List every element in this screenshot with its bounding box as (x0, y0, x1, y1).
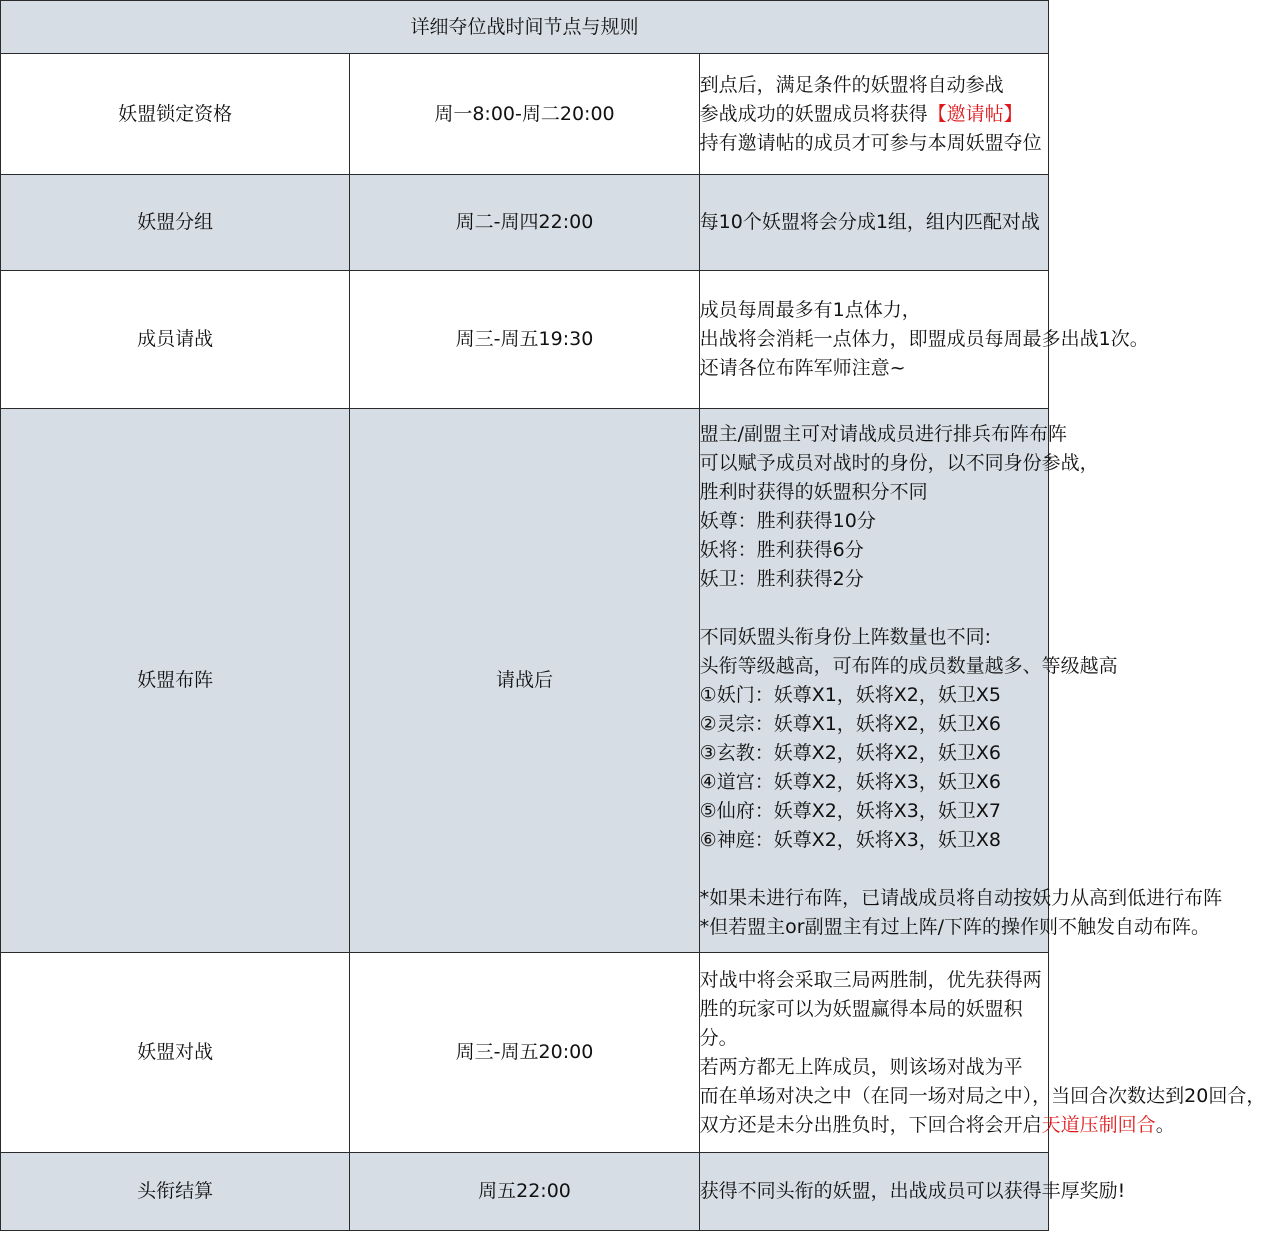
row-time: 周五22:00 (350, 1153, 699, 1231)
rule-line: 胜利时获得的妖盟积分不同 (699, 480, 928, 503)
table-row (1, 953, 1049, 1153)
rule-line: 若两方都无上阵成员，则该场对战为平 (699, 1055, 1023, 1078)
rule-line: 而在单场对决之中（在同一场对局之中），当回合次数达到20回合， (699, 1084, 1265, 1107)
rule-line: ①妖门：妖尊X1，妖将X2，妖卫X5 (699, 683, 1002, 706)
row-name: 妖盟锁定资格 (1, 54, 350, 175)
rule-line: 可以赋予成员对战时的身份，以不同身份参战， (699, 451, 1099, 474)
row-time: 周二-周四22:00 (350, 175, 699, 271)
row-name: 成员请战 (1, 271, 350, 409)
row-rules (699, 953, 1265, 1153)
rule-line: *如果未进行布阵，已请战成员将自动按妖力从高到低进行布阵 (699, 886, 1223, 909)
table-row (1, 1153, 1049, 1231)
suppression-round-highlight: 天道压制回合 (1041, 1113, 1156, 1136)
rule-line: 妖将：胜利获得6分 (699, 538, 864, 561)
rule-line: 成员每周最多有1点体力， (699, 299, 921, 321)
table-row (1, 271, 1049, 409)
row-time: 周三-周五19:30 (350, 271, 699, 409)
row-time: 周一8:00-周二20:00 (350, 54, 699, 175)
table-row (1, 175, 1049, 271)
rule-line: 还请各位布阵军师注意~ (699, 357, 906, 379)
rule-text: 。 (1155, 1113, 1175, 1136)
rule-line: 盟主/副盟主可对请战成员进行排兵布阵布阵 (699, 422, 1068, 445)
rule-line (700, 100, 1048, 129)
table-title: 详细夺位战时间节点与规则 (1, 1, 1049, 54)
rule-line: 头衔等级越高，可布阵的成员数量越多、等级越高 (699, 654, 1118, 677)
rule-text: 参战成功的妖盟成员将获得 (699, 102, 928, 125)
rule-line: ④道宫：妖尊X2，妖将X3，妖卫X6 (699, 770, 1002, 793)
rule-line: ③玄教：妖尊X2，妖将X2，妖卫X6 (699, 741, 1002, 764)
rule-line: ⑥神庭：妖尊X2，妖将X3，妖卫X8 (699, 828, 1002, 851)
row-rules (699, 409, 1223, 953)
rule-line: 每10个妖盟将会分成1组，组内匹配对战 (699, 211, 1040, 233)
rule-line: 出战将会消耗一点体力，即盟成员每周最多出战1次。 (699, 328, 1149, 350)
invitation-highlight: 【邀请帖】 (927, 102, 1023, 125)
row-time: 周三-周五20:00 (350, 953, 699, 1153)
row-name: 妖盟布阵 (1, 409, 350, 953)
rule-text: 双方还是未分出胜负时，下回合将会开启 (699, 1113, 1042, 1136)
row-rules (699, 54, 1048, 175)
rule-line: 妖尊：胜利获得10分 (699, 509, 876, 532)
row-rules (699, 1153, 1126, 1231)
row-name: 妖盟分组 (1, 175, 350, 271)
rule-line: 持有邀请帖的成员才可参与本周妖盟夺位 (699, 131, 1042, 154)
rule-line: ②灵宗：妖尊X1，妖将X2，妖卫X6 (699, 712, 1002, 735)
rule-line: 到点后，满足条件的妖盟将自动参战 (699, 73, 1004, 96)
row-rules (699, 271, 1149, 409)
table-row (1, 409, 1049, 953)
row-name: 妖盟对战 (1, 953, 350, 1153)
rule-line: 获得不同头衔的妖盟，出战成员可以获得丰厚奖励! (699, 1180, 1126, 1202)
rule-line (699, 1111, 1175, 1140)
row-name: 头衔结算 (1, 1153, 350, 1231)
table-row (1, 54, 1049, 175)
blank-line (700, 594, 1048, 623)
rule-line: *但若盟主or副盟主有过上阵/下阵的操作则不触发自动布阵。 (699, 915, 1210, 938)
rule-line: 对战中将会采取三局两胜制，优先获得两胜的玩家可以为妖盟赢得本局的妖盟积分。 (699, 968, 1042, 1049)
rule-line: 不同妖盟头衔身份上阵数量也不同: (699, 625, 992, 648)
blank-line (700, 855, 1048, 884)
row-time: 请战后 (350, 409, 699, 953)
rule-line: ⑤仙府：妖尊X2，妖将X3，妖卫X7 (699, 799, 1002, 822)
rule-line: 妖卫：胜利获得2分 (699, 567, 864, 590)
row-rules (699, 175, 1048, 271)
